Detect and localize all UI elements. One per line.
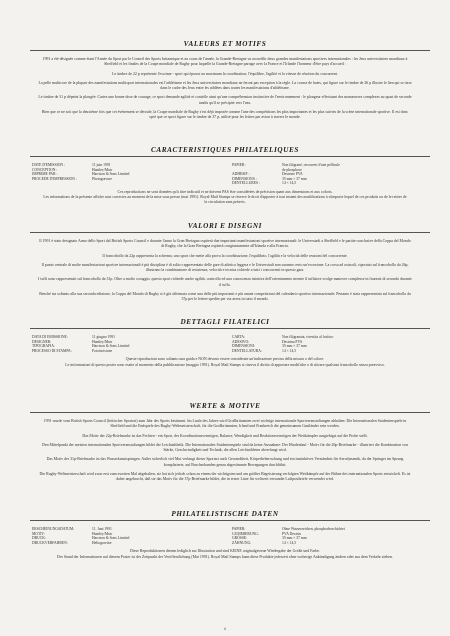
field-value: 14 × 14,5 [282,181,297,186]
field-label: TIPOGRAFIA: [32,344,55,349]
note: Diese Reproduktionen dienen lediglich zur Illustration und sind KEINE originalgetreue Wiedergabe der Größe und Farbe. [130,549,320,554]
field-label: CONCEPTION : [32,167,58,172]
field-value: Destrina PVA [282,339,303,344]
details-left-column [32,335,192,353]
section-rule [30,412,430,413]
field-label: GUMMIERUNG: [232,531,259,536]
paragraph: Le timbre de 22 p représente l'escrime - sport qui épouse au maximum la coordination, l'équilibre, l'agilité et la vitesse de réaction du concurrent. [112,71,338,76]
paragraph: Il francobollo da 22p rappresenta la scherma, uno sport che mette alla prova la coordinazione, l'equilibrio, l'agilità e la velocità delle reazioni del concorrente. [102,253,348,258]
details-table [32,163,418,186]
paragraph: Das Motiv der 22p-Briefmarke ist das Fechten - ein Sport, der Koordinationsvermögen, Balance, Wendigkeit und Reaktionsvermögen der Wettkämpfer ausgiebigst auf die Probe stellt. [82,433,368,438]
field-value: Fotoincisione [92,348,113,353]
field-value: 35 mm × 37 mm [282,344,307,349]
details-right-column [232,335,362,353]
section-rule [30,50,430,51]
field-label: DENTELLATURA: [232,348,262,353]
paragraph: Le timbre de 31 p dépeint la plongée. Cartes une bonne dose de courage, ce sport demande agilité et contrôle ainsi qu'une compréhension instinctive de l'environnement : le plongeur effectuant des manœuvres complexes au quart de seconde tandis qu'il se précipite vers l'eau. [38,95,412,105]
paragraph: La pelle multicore de la plupart des manifestations multisport internationales est l'athlétisme et les Jeux universitaires mondiaux ne feront pas exception à la règle. La course de haies, qui figure sur le timbre de 26 p illustre le lien qui se tisse dans le cadre des Jeux entre les athlètes dans toutes les manifestations d'athlétisme. [38,80,412,91]
field-value: 11 juin 1991 [92,163,111,167]
field-value: Huntley/Muir [92,531,113,536]
details-left-column [32,163,192,186]
field-label: PROCESSO DI STAMPA: [32,348,72,353]
field-label: ADESIVO: [232,339,250,344]
field-value: Huntley/Muir [92,167,113,172]
note: Le informazioni di questo poster sono esatte al momento della pubblicazione (maggio 1991). Royal Mail Stamps si riserva il diritto di apportare modifiche o di ritirare qualsiasi francobollo senza preavviso. [65,362,385,367]
field-label: DIMENSIONS : [232,176,257,181]
note: Queste riproduzioni sono soltanto una guida e NON devono essere considerate un'indicazione precisa della misura o del colore. [125,357,325,362]
details-section-it [30,318,420,368]
section-rule [30,520,430,521]
note: Der Stand der Informationen auf diesem Poster ist der Zeitpunkt der Veröffentlichung (Mai 1991). Royal Mail Stamps kann diese Produkte jederzeit ohne vorherige Ankündigung ändern oder aus dem Verkehr ziehen. [57,554,393,559]
details-table [32,335,418,353]
paragraph: Die Rugby-Weltmeisterschaft wird zwar erst zum zweiten Mal abgehalten, sie hat sich jedoch schon zu einem der wichtigsten und am größter Begeisterung verfolgten Wettkämpfe auf der Bühne des internationalen Sports entwickelt. Es ist daher angebracht, daß sie das Motiv für die 37p-Briefmarke bildet, die in erster Linie für weltweit versandte Luftpostbriefe verwendet wird. [39,472,411,482]
details-section-de [30,510,420,560]
paragraph: Benché sia soltanto alla sua seconda edizione, la Coppa del Mondo di Rugby si è già affermata come una delle più importanti e più amate competizioni del calendario sportivo internazionale. Pertanto è stata rappresentata sul francobollo da 37p per le lettere spedite per via aerea in tutto il mondo. [39,292,411,302]
field-label: ERSCHEINUNGSDATUM: [32,527,75,531]
field-label: CARTA: [232,335,246,339]
field-value: 14 × 14,5 [282,540,297,545]
field-value: 35 mm × 37 mm [282,176,307,181]
paragraph: Den Mittelpunkt der meisten internationalen Sportveranstaltungen bildet die Leichtathletik. Die Internationalen Studentenspiele sind da keine Ausnahme: Der Hürdenlauf - Motiv für die 26p-Briefmarke - illustriert die Kombination von Stärke, Geschwindigkeit und Technik, die allen Leichtathleten abverlangt wird. [42,442,408,453]
details-right-column [232,527,362,545]
paragraph: I tuffi sono rappresentati sul francobollo da 31p. Oltre a molto coraggio, questo sport richiede anche agilità, controllo ed una conoscenza istintiva dell'orientamento mentre il tuffatore svolge manovre complesse in frazioni di secondo durante il tuffo. [38,277,412,287]
page-number: ii [223,626,227,631]
section-title-details-it: DETTAGLI FILATELICI [180,318,270,326]
field-label: DENTELLURES : [232,181,260,186]
field-label: DATE D'EMISSION : [32,163,66,167]
field-value: Heliogravüre [92,540,112,545]
field-value: 35 mm × 37 mm [282,536,307,541]
field-value: 11. Juni 1991 [92,527,112,531]
details-table [32,527,418,545]
values-section-de [30,402,420,487]
field-value: Non filigranata, rivestita al fosforo [282,335,334,339]
field-value: Huntley/Muir [92,339,113,344]
field-label: DIMENSIONI: [232,344,255,349]
field-value: Non filigrané, recouvert d'une pellicule [282,163,340,167]
field-value: 14 × 14,5 [282,348,297,353]
field-value: Ohne Wasserzeichen, phosphorbeschichtet [282,527,345,531]
paragraph: 1991 a été désignée comme étant l'Année du Sport par le Conseil des Sports britannique et au cours de l'année, la Grande-Bretagne va accueillir deux grandes manifestations sportives internationales : les Jeux universitaires mondiaux à Sheffield et les finales de la Coupe mondiale de Rugby pour laquelle la Grande-Bretagne partage avec la France et l'Irlande l'honneur d'être pays d'accueil : [42,57,408,67]
field-label: MOTIV: [32,531,45,536]
field-label: DESIGNER: [32,339,52,344]
field-label: DATA DI EMISSIONE: [32,335,68,339]
field-label: DRUCKVERFAHREN: [32,540,68,545]
field-label: GRÖSSE: [232,536,248,541]
paragraph: Il punto centrale di molte manifestazioni sportive internazionali è pià disciplina è di solito rappresentato delle gare di atletica leggera e le Universiadi non saranno certo un'eccezione. La corsa ad ostacoli, riportato sul francobollo da 26p, illustrano la combinazione di resistenza, velocità e tecnica richiede a tutti i concorrenti in questo gara. [41,262,409,273]
field-label: PROCEDE D'IMPRESSION : [32,176,77,181]
field-value: 11 giugno 1991 [92,335,116,339]
section-title-details-fr: CARACTERISTIQUES PHILATELIQUES [150,146,299,154]
section-title-details-de: PHILATELISTISCHE DATEN [171,510,279,518]
note: Les informations de la présente affiche sont correctes au moment de la mise sous presse (mai 1991). Royal Mail Stamps se réserve le droit d'apporter à tout instant des modifications à n'importe lequel de ces produits ou de le retirer de la circulation sans préavis. [43,195,407,205]
section-rule [30,156,430,157]
field-value: Harrison & Sons Limited [92,344,130,349]
field-value: Photogravure [92,176,112,181]
field-value: de phosphore [282,167,302,172]
field-label: PAPIER : [232,163,247,167]
field-label: ADHESIF : [232,172,250,177]
field-label: DRUCK: [32,536,46,541]
note: Ces reproductions ne sont données qu'à titre indicatif et ne doivent PAS être considérées de précision quant aux dimensions et aux coloris. [117,189,333,194]
section-title-values-de: WERTE & MOTIVE [189,402,261,410]
field-value: Dextrine PVA [282,172,303,177]
section-rule [30,328,430,329]
field-value: Harrison & Sons Limited [92,172,130,177]
section-title-values-it: VALORI E DISEGNI [187,222,263,230]
section-title-values-fr: VALEURS ET MOTIFS [183,40,267,48]
paragraph: Il 1991 è stato designato Anno dello Sport dal British Sports Council e durante l'anno la Gran Bretagna ospiterà due importanti manifestazioni sportive internazionali: le Universiadi a Sheffield e le partite conclusive della Coppa del Mondo di Rugby, che la Gran Bretagna ospiterà congiuntamente all'Irlanda e alla Francia. [39,239,411,249]
field-value: Harrison & Sons Limited [92,536,130,541]
details-left-column [32,527,192,545]
details-right-column [232,163,362,186]
values-section-fr [30,40,420,125]
field-label: ZÄHNUNG: [232,540,252,545]
section-rule [30,232,430,233]
field-value: PVA Dextrin [282,531,301,536]
paragraph: Bien que ce ne soit que la deuxième fois que cet événement se déroule, la Coupe mondiale de Rugby s'est déjà imposée comme l'une des compétitions les plus importantes et les plus suivies de la scène internationale sportive. Il est donc opté que ce sport figure sur le timbre de 37 p, utilisé pour les lettres par avion à travers le monde. [41,110,409,120]
field-label: PAPIER: [232,527,246,531]
details-section-fr [30,146,420,206]
paragraph: Das Motiv der 31p-Briefmarke ist das Wasserkunstspringen. Außer sicherlich viel Mut verlangt dieser Sportart auch Gewandtheit, Körperbeherrschung und ein instinktives Verständnis für Aerodynamik, da der Springer im Sprung komplizierte, auf Bruchsekunden genau abgestimmte Bewegungen durchführt. [46,457,404,467]
values-section-it [30,222,420,307]
paragraph: 1991 wurde vom British Sports Council (britischer Sportrat) zum Jahr des Sports bestimmt. Im Laufe des Jahres wird Großbritannien zwei wichtige internationale Sportveranstaltungen abhalten: Die Internationalen Studentenspiele in Sheffield und die Endspiele des Rugby-Weltmeisterschaft, für die Großbritannien, Irland und Frankreich die gemeinsamen Gastländer sein werden. [43,419,407,429]
field-label: IMPRIME PAR : [32,172,58,177]
